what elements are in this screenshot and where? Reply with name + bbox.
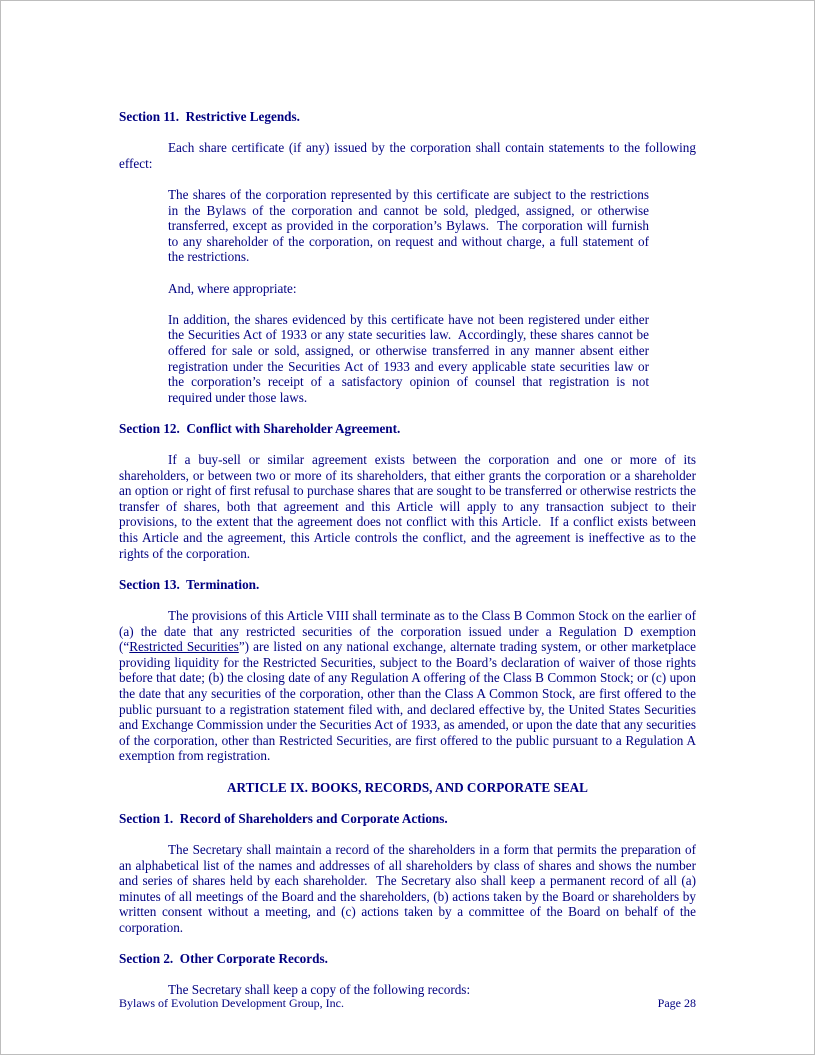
section-13-body-paragraph <box>119 608 696 764</box>
footer-page-number: Page 28 <box>657 996 696 1010</box>
section-11-intro-paragraph: Each share certificate (if any) issued by the corporation shall contain statements to the following effect: <box>119 140 696 171</box>
section-13-body-part2: ”) are listed on any national exchange, alternate trading system, or other marketplace providing liquidity for the Restricted Securities, subject to the Board’s declaration of waiver of those rights before that date; (b) the closing date of any Regulation A offering of the Class B Common Stock; or (c) upon the date that any securities of the corporation, other than the Class A Common Stock, are first offered to the public pursuant to a registration statement filed with, and declared effective by, the United States Securities and Exchange Commission under the Securities Act of 1933, as amended, or upon the date that any securities of the corporation, other than Restricted Securities, are first offered to the public pursuant to a Regulation A exemption from registration. <box>119 639 696 764</box>
securities-act-legend-quote: In addition, the shares evidenced by this certificate have not been registered under either the Securities Act of 1933 or any state securities law. Accordingly, these shares cannot be offered for sale or sold, assigned, or otherwise transferred in any manner absent either registration under the Securities Act of 1933 and every applicable state securities law or the corporation’s receipt of a satisfactory opinion of counsel that registration is not required under those laws. <box>168 311 649 405</box>
section-12-body-paragraph: If a buy-sell or similar agreement exists between the corporation and one or more of its shareholders, or between two or more of its shareholders, that either grants the corporation or a shareholder an option or right of first refusal to purchase shares that are sought to be transferred or otherwise restricts the transfer of shares, both that agreement and this Article will apply to any transaction subject to their provisions, to the extent that the agreement does not conflict with this Article. If a conflict exists between this Article and the agreement, this Article controls the conflict, and the agreement is ineffective as to the rights of the corporation. <box>119 452 696 561</box>
article-ix-section-1-body-paragraph: The Secretary shall maintain a record of the shareholders in a form that permits the preparation of an alphabetical list of the names and addresses of all shareholders by class of shares and shows the number and series of shares held by each shareholder. The Secretary also shall keep a permanent record of all (a) minutes of all meetings of the Board and the shareholders, (b) actions taken by the Board or shareholders by written consent without a meeting, and (c) actions taken by a committee of the Board on behalf of the corporation. <box>119 841 696 935</box>
document-content <box>119 109 696 1013</box>
section-13-body-part1: The provisions of this Article VIII shall terminate as to the Class B Common Stock on the earlier of (a) the date that any restricted securities of the corporation issued under a Regulation D exemption (“ <box>119 608 696 655</box>
article-ix-section-1-heading: Section 1. Record of Shareholders and Corporate Actions. <box>119 810 448 826</box>
section-11-heading: Section 11. Restrictive Legends. <box>119 109 300 124</box>
section-13-heading: Section 13. Termination. <box>119 576 260 592</box>
section-12-heading: Section 12. Conflict with Shareholder Agreement. <box>119 420 401 436</box>
article-ix-section-2-heading: Section 2. Other Corporate Records. <box>119 951 328 967</box>
where-appropriate-paragraph: And, where appropriate: <box>168 280 297 296</box>
page-footer <box>119 996 696 1010</box>
footer-document-title: Bylaws of Evolution Development Group, Inc. <box>119 996 344 1010</box>
article-ix-section-2-body-paragraph: The Secretary shall keep a copy of the following records: <box>168 982 471 998</box>
restricted-securities-underlined-term: Restricted Securities <box>129 639 239 655</box>
certificate-restriction-legend-quote: The shares of the corporation represented by this certificate are subject to the restrictions in the Bylaws of the corporation and cannot be sold, pledged, assigned, or otherwise transferred, except as provided in the corporation’s Bylaws. The corporation will furnish to any shareholder of the corporation, on request and without charge, a full statement of the restrictions. <box>168 186 649 265</box>
article-ix-heading: ARTICLE IX. BOOKS, RECORDS, AND CORPORATE SEAL <box>227 779 588 795</box>
